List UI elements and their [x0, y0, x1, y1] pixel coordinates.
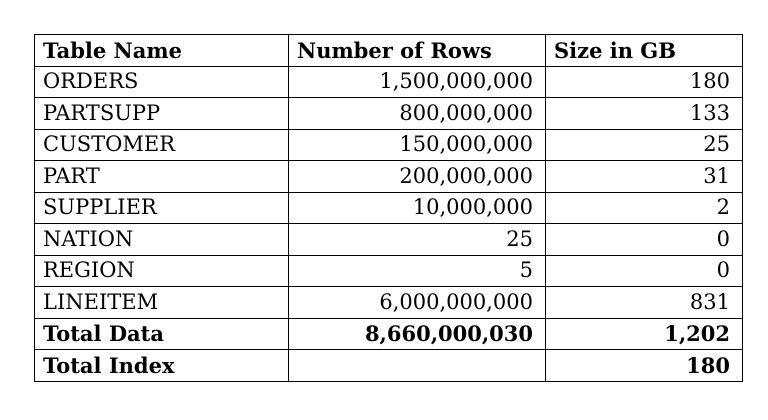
cell-size-in-gb: 2 — [546, 192, 743, 224]
cell-number-of-rows: 200,000,000 — [289, 161, 546, 193]
cell-total-rows: 8,660,000,030 — [289, 318, 546, 350]
cell-total-rows — [289, 350, 546, 382]
cell-size-in-gb: 31 — [546, 161, 743, 193]
cell-size-in-gb: 180 — [546, 66, 743, 98]
cell-size-in-gb: 831 — [546, 287, 743, 319]
table-row — [35, 161, 743, 193]
cell-table-name: PART — [35, 161, 289, 193]
table-row — [35, 255, 743, 287]
cell-table-name: ORDERS — [35, 66, 289, 98]
cell-total-label: Total Index — [35, 350, 289, 382]
cell-table-name: NATION — [35, 224, 289, 256]
table-row — [35, 98, 743, 130]
table-row — [35, 129, 743, 161]
cell-number-of-rows: 150,000,000 — [289, 129, 546, 161]
cell-size-in-gb: 0 — [546, 224, 743, 256]
cell-size-in-gb: 25 — [546, 129, 743, 161]
cell-table-name: CUSTOMER — [35, 129, 289, 161]
cell-total-size: 180 — [546, 350, 743, 382]
cell-number-of-rows: 800,000,000 — [289, 98, 546, 130]
cell-number-of-rows: 1,500,000,000 — [289, 66, 546, 98]
cell-table-name: LINEITEM — [35, 287, 289, 319]
cell-total-label: Total Data — [35, 318, 289, 350]
cell-table-name: SUPPLIER — [35, 192, 289, 224]
cell-size-in-gb: 133 — [546, 98, 743, 130]
table-row — [35, 224, 743, 256]
total-data-row — [35, 318, 743, 350]
cell-number-of-rows: 6,000,000,000 — [289, 287, 546, 319]
header-table-name: Table Name — [35, 35, 289, 67]
cell-total-size: 1,202 — [546, 318, 743, 350]
cell-table-name: REGION — [35, 255, 289, 287]
table-row — [35, 66, 743, 98]
cell-number-of-rows: 10,000,000 — [289, 192, 546, 224]
table-row — [35, 192, 743, 224]
table-row — [35, 287, 743, 319]
cell-size-in-gb: 0 — [546, 255, 743, 287]
header-size-in-gb: Size in GB — [546, 35, 743, 67]
header-row — [35, 35, 743, 67]
cell-number-of-rows: 5 — [289, 255, 546, 287]
cell-number-of-rows: 25 — [289, 224, 546, 256]
total-index-row — [35, 350, 743, 382]
header-number-of-rows: Number of Rows — [289, 35, 546, 67]
cell-table-name: PARTSUPP — [35, 98, 289, 130]
table-sizes — [34, 34, 743, 382]
